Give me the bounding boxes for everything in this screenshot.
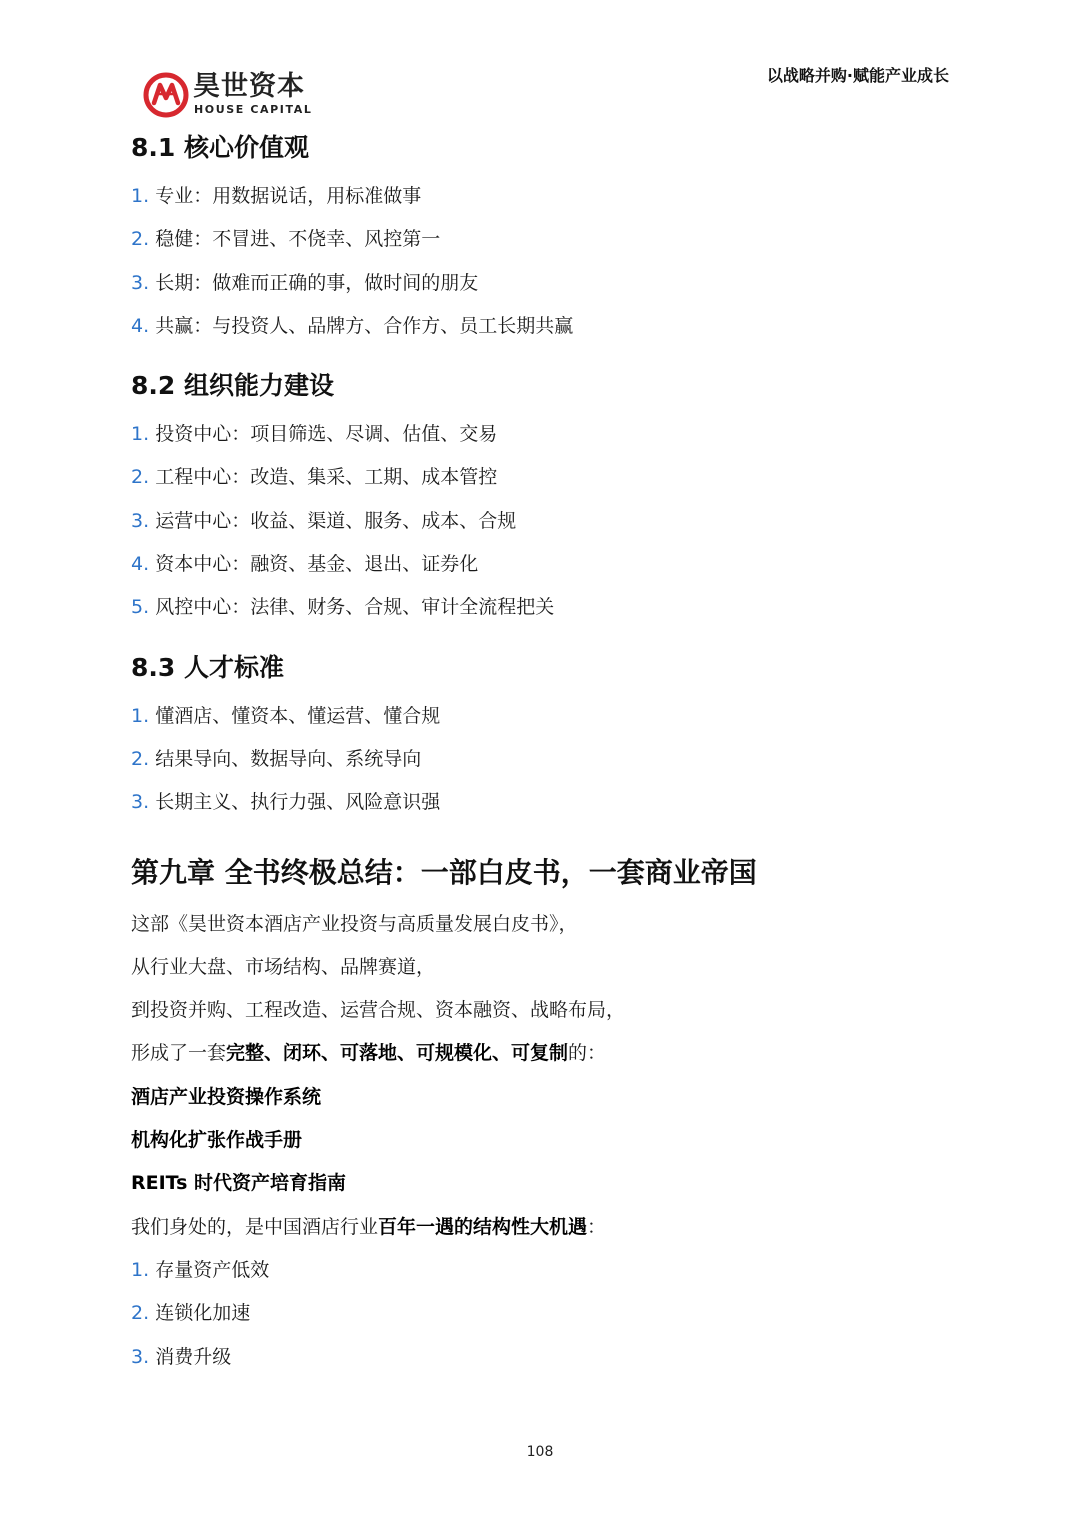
list-number: 1. (131, 704, 150, 727)
section-title-8-1: 8.1 核心价值观 (131, 133, 309, 162)
list-text: 共赢：与投资人、品牌方、合作方、员工长期共赢 (155, 314, 574, 337)
list-number: 3. (131, 791, 150, 814)
list-item (131, 1292, 951, 1335)
section-title-8-3: 8.3 人才标准 (131, 652, 284, 682)
page-content (131, 128, 951, 1379)
list-text: 工程中心：改造、集采、工期、成本管控 (155, 466, 498, 489)
list-number: 3. (131, 1345, 150, 1368)
paragraph-emphasis: 百年一遇的结构性大机遇 (378, 1215, 588, 1238)
page-number: 108 (526, 1444, 554, 1460)
list-item (131, 456, 951, 499)
core-values-list (131, 175, 951, 348)
list-text: 存量资产低效 (155, 1258, 270, 1281)
list-text: 长期：做难而正确的事，做时间的朋友 (155, 271, 479, 294)
bold-line: 机构化扩张作战手册 (131, 1129, 303, 1152)
list-item (131, 305, 951, 348)
list-item (131, 1249, 951, 1292)
chapter-paragraph: 这部《昊世资本酒店产业投资与高质量发展白皮书》， (131, 912, 578, 935)
list-item (131, 586, 951, 629)
list-text: 连锁化加速 (155, 1302, 251, 1325)
opportunity-list (131, 1249, 951, 1379)
list-item (131, 413, 951, 456)
list-number: 2. (131, 747, 150, 770)
list-text: 消费升级 (155, 1345, 232, 1368)
list-text: 懂酒店、懂资本、懂运营、懂合规 (155, 704, 441, 727)
paragraph-text: 我们身处的，是中国酒店行业 (131, 1215, 379, 1238)
paragraph-emphasis: 完整、闭环、可落地、可规模化、可复制 (226, 1042, 569, 1065)
list-item (131, 543, 951, 586)
list-item (131, 175, 951, 218)
chapter-paragraph (131, 1206, 951, 1249)
list-number: 3. (131, 271, 150, 294)
list-number: 2. (131, 228, 150, 251)
list-number: 4. (131, 553, 150, 576)
bold-line: REITs 时代资产培育指南 (131, 1172, 347, 1195)
list-text: 运营中心：收益、渠道、服务、成本、合规 (155, 509, 517, 532)
logo-chinese-name: 昊世资本 (193, 71, 305, 102)
list-text: 专业：用数据说话，用标准做事 (155, 185, 422, 207)
list-number: 3. (131, 509, 150, 532)
logo-english-name: HOUSE CAPITAL (194, 103, 313, 116)
chapter-paragraph: 到投资并购、工程改造、运营合规、资本融资、战略布局， (131, 999, 626, 1022)
talent-standard-list (131, 695, 951, 825)
list-item (131, 738, 951, 781)
list-number: 2. (131, 466, 150, 489)
list-text: 长期主义、执行力强、风险意识强 (155, 791, 441, 814)
list-number: 2. (131, 1302, 150, 1325)
list-item (131, 695, 951, 738)
chapter-paragraph: 从行业大盘、市场结构、品牌赛道， (131, 955, 436, 978)
paragraph-text: ： (587, 1215, 607, 1238)
list-text: 投资中心：项目筛选、尽调、估值、交易 (155, 423, 498, 446)
org-capability-list (131, 413, 951, 629)
list-number: 1. (131, 1258, 150, 1281)
logo-emblem-icon (143, 72, 189, 118)
chapter-paragraph (131, 1032, 951, 1075)
paragraph-text: 形成了一套 (131, 1042, 227, 1065)
chapter-title: 第九章 全书终极总结：一部白皮书，一套商业帝国 (131, 855, 757, 889)
page-header (0, 0, 1080, 120)
paragraph-text: 的： (568, 1042, 607, 1065)
list-item (131, 262, 951, 305)
list-text: 结果导向、数据导向、系统导向 (155, 747, 422, 770)
list-text: 资本中心：融资、基金、退出、证券化 (155, 553, 479, 576)
list-item (131, 218, 951, 261)
bold-line: 酒店产业投资操作系统 (131, 1085, 322, 1108)
list-number: 5. (131, 596, 150, 619)
list-number: 1. (131, 423, 150, 446)
list-number: 4. (131, 314, 150, 337)
list-item (131, 781, 951, 824)
list-number: 1. (131, 185, 150, 207)
list-text: 风控中心：法律、财务、合规、审计全流程把关 (155, 596, 555, 619)
list-text: 稳健：不冒进、不侥幸、风控第一 (155, 228, 441, 251)
company-logo (143, 70, 323, 120)
section-title-8-2: 8.2 组织能力建设 (131, 371, 334, 401)
list-item (131, 500, 951, 543)
list-item (131, 1336, 951, 1379)
header-slogan: 以战略并购·赋能产业成长 (766, 66, 949, 85)
